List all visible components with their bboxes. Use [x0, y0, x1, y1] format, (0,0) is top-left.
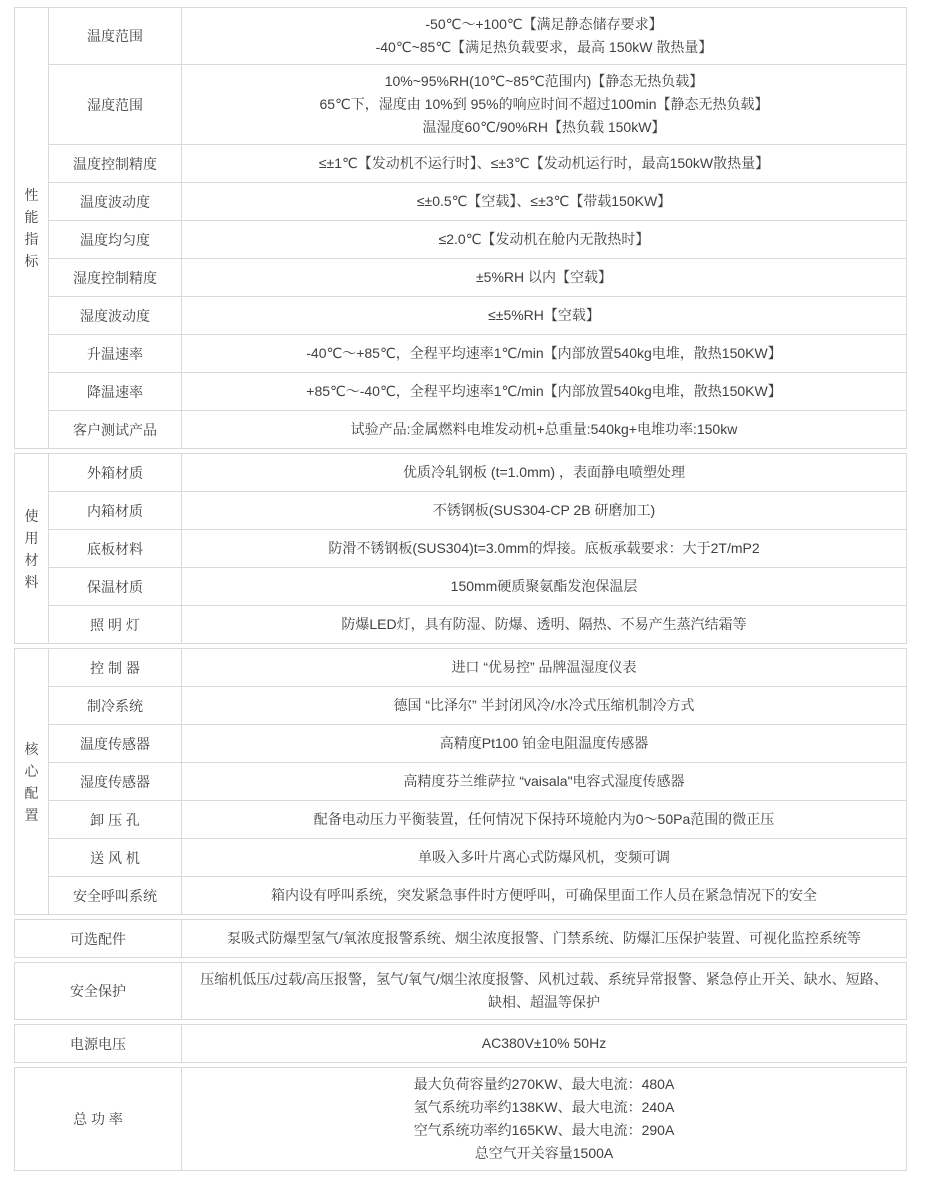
param-label: 湿度范围	[49, 65, 182, 144]
table-row	[49, 687, 906, 725]
param-value	[182, 8, 906, 64]
param-label: 内箱材质	[49, 492, 182, 529]
category-label: 核心配置	[24, 740, 39, 823]
param-label: 外箱材质	[49, 454, 182, 491]
value-line: -40℃～+85℃，全程平均速率1℃/min【内部放置540kg电堆，散热150KW】	[306, 345, 782, 361]
section-rows	[15, 920, 906, 957]
param-label: 温度范围	[49, 8, 182, 64]
param-value	[182, 454, 906, 491]
param-label: 卸 压 孔	[49, 801, 182, 838]
param-value	[182, 839, 906, 876]
table-row	[15, 963, 906, 1019]
table-row	[15, 1025, 906, 1062]
value-line: ≤±1℃【发动机不运行时】、≤±3℃【发动机运行时，最高150kW散热量】	[318, 155, 770, 171]
value-line: 总空气开关容量1500A	[474, 1145, 614, 1161]
param-value	[182, 920, 906, 957]
table-row	[49, 649, 906, 687]
table-row	[49, 221, 906, 259]
table-row	[49, 411, 906, 448]
value-line: ±5%RH 以内【空载】	[475, 269, 613, 285]
table-row	[49, 530, 906, 568]
table-row	[49, 492, 906, 530]
table-row	[49, 763, 906, 801]
table-row	[49, 297, 906, 335]
table-row	[49, 183, 906, 221]
param-value	[182, 763, 906, 800]
section-rows	[49, 454, 906, 643]
param-label: 湿度控制精度	[49, 259, 182, 296]
param-value	[182, 530, 906, 567]
section-rows	[15, 1025, 906, 1062]
param-label: 照 明 灯	[49, 606, 182, 643]
param-label: 温度传感器	[49, 725, 182, 762]
param-value	[182, 145, 906, 182]
table-row	[49, 839, 906, 877]
value-line: 防滑不锈钢板(SUS304)t=3.0mm的焊接。底板承载要求：大于2T/mP2	[328, 540, 760, 556]
value-line: -40℃~85℃【满足热负载要求，最高 150kW 散热量】	[375, 39, 713, 55]
value-line: 空气系统功率约165KW、最大电流：290A	[413, 1122, 675, 1138]
param-label: 温度均匀度	[49, 221, 182, 258]
section-core-config	[14, 648, 907, 915]
param-label: 控 制 器	[49, 649, 182, 686]
param-label: 保温材质	[49, 568, 182, 605]
value-line: 配备电动压力平衡装置，任何情况下保持环境舱内为0～50Pa范围的微正压	[313, 811, 775, 827]
param-value	[182, 65, 906, 144]
table-row	[49, 606, 906, 643]
value-line: ≤±0.5℃【空载】、≤±3℃【带载150KW】	[416, 193, 672, 209]
row-optional-accessories	[14, 919, 907, 958]
param-label: 客户测试产品	[49, 411, 182, 448]
category-cell	[15, 454, 49, 643]
param-value	[182, 373, 906, 410]
value-line: 10%~95%RH(10℃~85℃范围内)【静态无热负载】	[384, 73, 704, 89]
value-line: 箱内设有呼叫系统，突发紧急事件时方便呼叫，可确保里面工作人员在紧急情况下的安全	[271, 887, 817, 903]
param-label: 温度波动度	[49, 183, 182, 220]
table-row	[49, 568, 906, 606]
param-value	[182, 687, 906, 724]
param-label: 安全呼叫系统	[49, 877, 182, 914]
param-label: 送 风 机	[49, 839, 182, 876]
section-rows	[49, 649, 906, 914]
value-line: AC380V±10% 50Hz	[481, 1035, 607, 1051]
value-line: 不锈钢板(SUS304-CP 2B 研磨加工)	[432, 502, 656, 518]
category-label: 性能指标	[24, 187, 39, 269]
param-label: 电源电压	[15, 1025, 182, 1062]
section-performance	[14, 7, 907, 449]
table-row	[49, 8, 906, 65]
param-label: 升温速率	[49, 335, 182, 372]
value-line: 150mm硬质聚氨酯发泡保温层	[450, 578, 638, 594]
param-value	[182, 492, 906, 529]
value-line: 优质冷轧钢板 (t=1.0mm) ，表面静电喷塑处理	[403, 464, 685, 480]
table-row	[49, 335, 906, 373]
param-value	[182, 183, 906, 220]
table-row	[15, 1068, 906, 1170]
value-line: 最大负荷容量约270KW、最大电流：480A	[413, 1076, 675, 1092]
table-row	[49, 801, 906, 839]
section-rows	[15, 1068, 906, 1170]
param-value	[182, 1068, 906, 1170]
value-line: 温湿度60℃/90%RH【热负载 150kW】	[422, 119, 666, 135]
param-label: 可选配件	[15, 920, 182, 957]
spec-table	[14, 7, 907, 1171]
param-label: 底板材料	[49, 530, 182, 567]
table-row	[49, 725, 906, 763]
value-line: ≤2.0℃【发动机在舱内无散热时】	[438, 231, 650, 247]
table-row	[49, 373, 906, 411]
value-line: +85℃～-40℃，全程平均速率1℃/min【内部放置540kg电堆，散热150KW】	[306, 383, 782, 399]
param-value	[182, 335, 906, 372]
value-line: 单吸入多叶片离心式防爆风机，变频可调	[418, 849, 670, 865]
table-row	[49, 877, 906, 914]
param-value	[182, 1025, 906, 1062]
param-value	[182, 259, 906, 296]
value-line: 高精度芬兰维萨拉 “vaisala"电容式湿度传感器	[403, 773, 685, 789]
param-label: 总 功 率	[15, 1068, 182, 1170]
table-row	[49, 145, 906, 183]
param-value	[182, 877, 906, 914]
category-cell	[15, 8, 49, 448]
table-row	[49, 454, 906, 492]
param-value	[182, 963, 906, 1019]
value-line: 高精度Pt100 铂金电阻温度传感器	[439, 735, 649, 751]
param-label: 降温速率	[49, 373, 182, 410]
param-value	[182, 606, 906, 643]
category-label: 使用材料	[24, 507, 39, 590]
param-label: 制冷系统	[49, 687, 182, 724]
param-label: 温度控制精度	[49, 145, 182, 182]
param-value	[182, 411, 906, 448]
param-value	[182, 297, 906, 334]
param-value	[182, 801, 906, 838]
section-rows	[49, 8, 906, 448]
value-line: 压缩机低压/过载/高压报警，氢气/氧气/烟尘浓度报警、风机过载、系统异常报警、紧急停止开关、缺水、短路、缺相、超温等保护	[200, 971, 888, 1010]
value-line: 65℃下，湿度由 10%到 95%的响应时间不超过100min【静态无热负载】	[319, 96, 769, 112]
table-row	[49, 65, 906, 145]
value-line: 试验产品:金属燃料电堆发动机+总重量:540kg+电堆功率:150kw	[350, 421, 738, 437]
value-line: 德国 “比泽尔” 半封闭风冷/水冷式压缩机制冷方式	[393, 697, 695, 713]
section-materials	[14, 453, 907, 644]
param-value	[182, 568, 906, 605]
section-rows	[15, 963, 906, 1019]
value-line: -50℃～+100℃【满足静态储存要求】	[425, 16, 663, 32]
category-cell	[15, 649, 49, 914]
value-line: 氢气系统功率约138KW、最大电流：240A	[413, 1099, 675, 1115]
param-label: 安全保护	[15, 963, 182, 1019]
param-value	[182, 221, 906, 258]
row-total-power	[14, 1067, 907, 1171]
value-line: 防爆LED灯，具有防湿、防爆、透明、隔热、不易产生蒸汽结霜等	[341, 616, 747, 632]
row-power-voltage	[14, 1024, 907, 1063]
row-safety-protection	[14, 962, 907, 1020]
table-row	[49, 259, 906, 297]
param-label: 湿度波动度	[49, 297, 182, 334]
param-value	[182, 725, 906, 762]
table-row	[15, 920, 906, 957]
param-label: 湿度传感器	[49, 763, 182, 800]
value-line: 进口 “优易控” 品牌温湿度仪表	[451, 659, 637, 675]
value-line: 泵吸式防爆型氢气/氧浓度报警系统、烟尘浓度报警、门禁系统、防爆汇压保护装置、可视化监控系统等	[227, 930, 861, 946]
param-value	[182, 649, 906, 686]
value-line: ≤±5%RH【空载】	[488, 307, 600, 323]
